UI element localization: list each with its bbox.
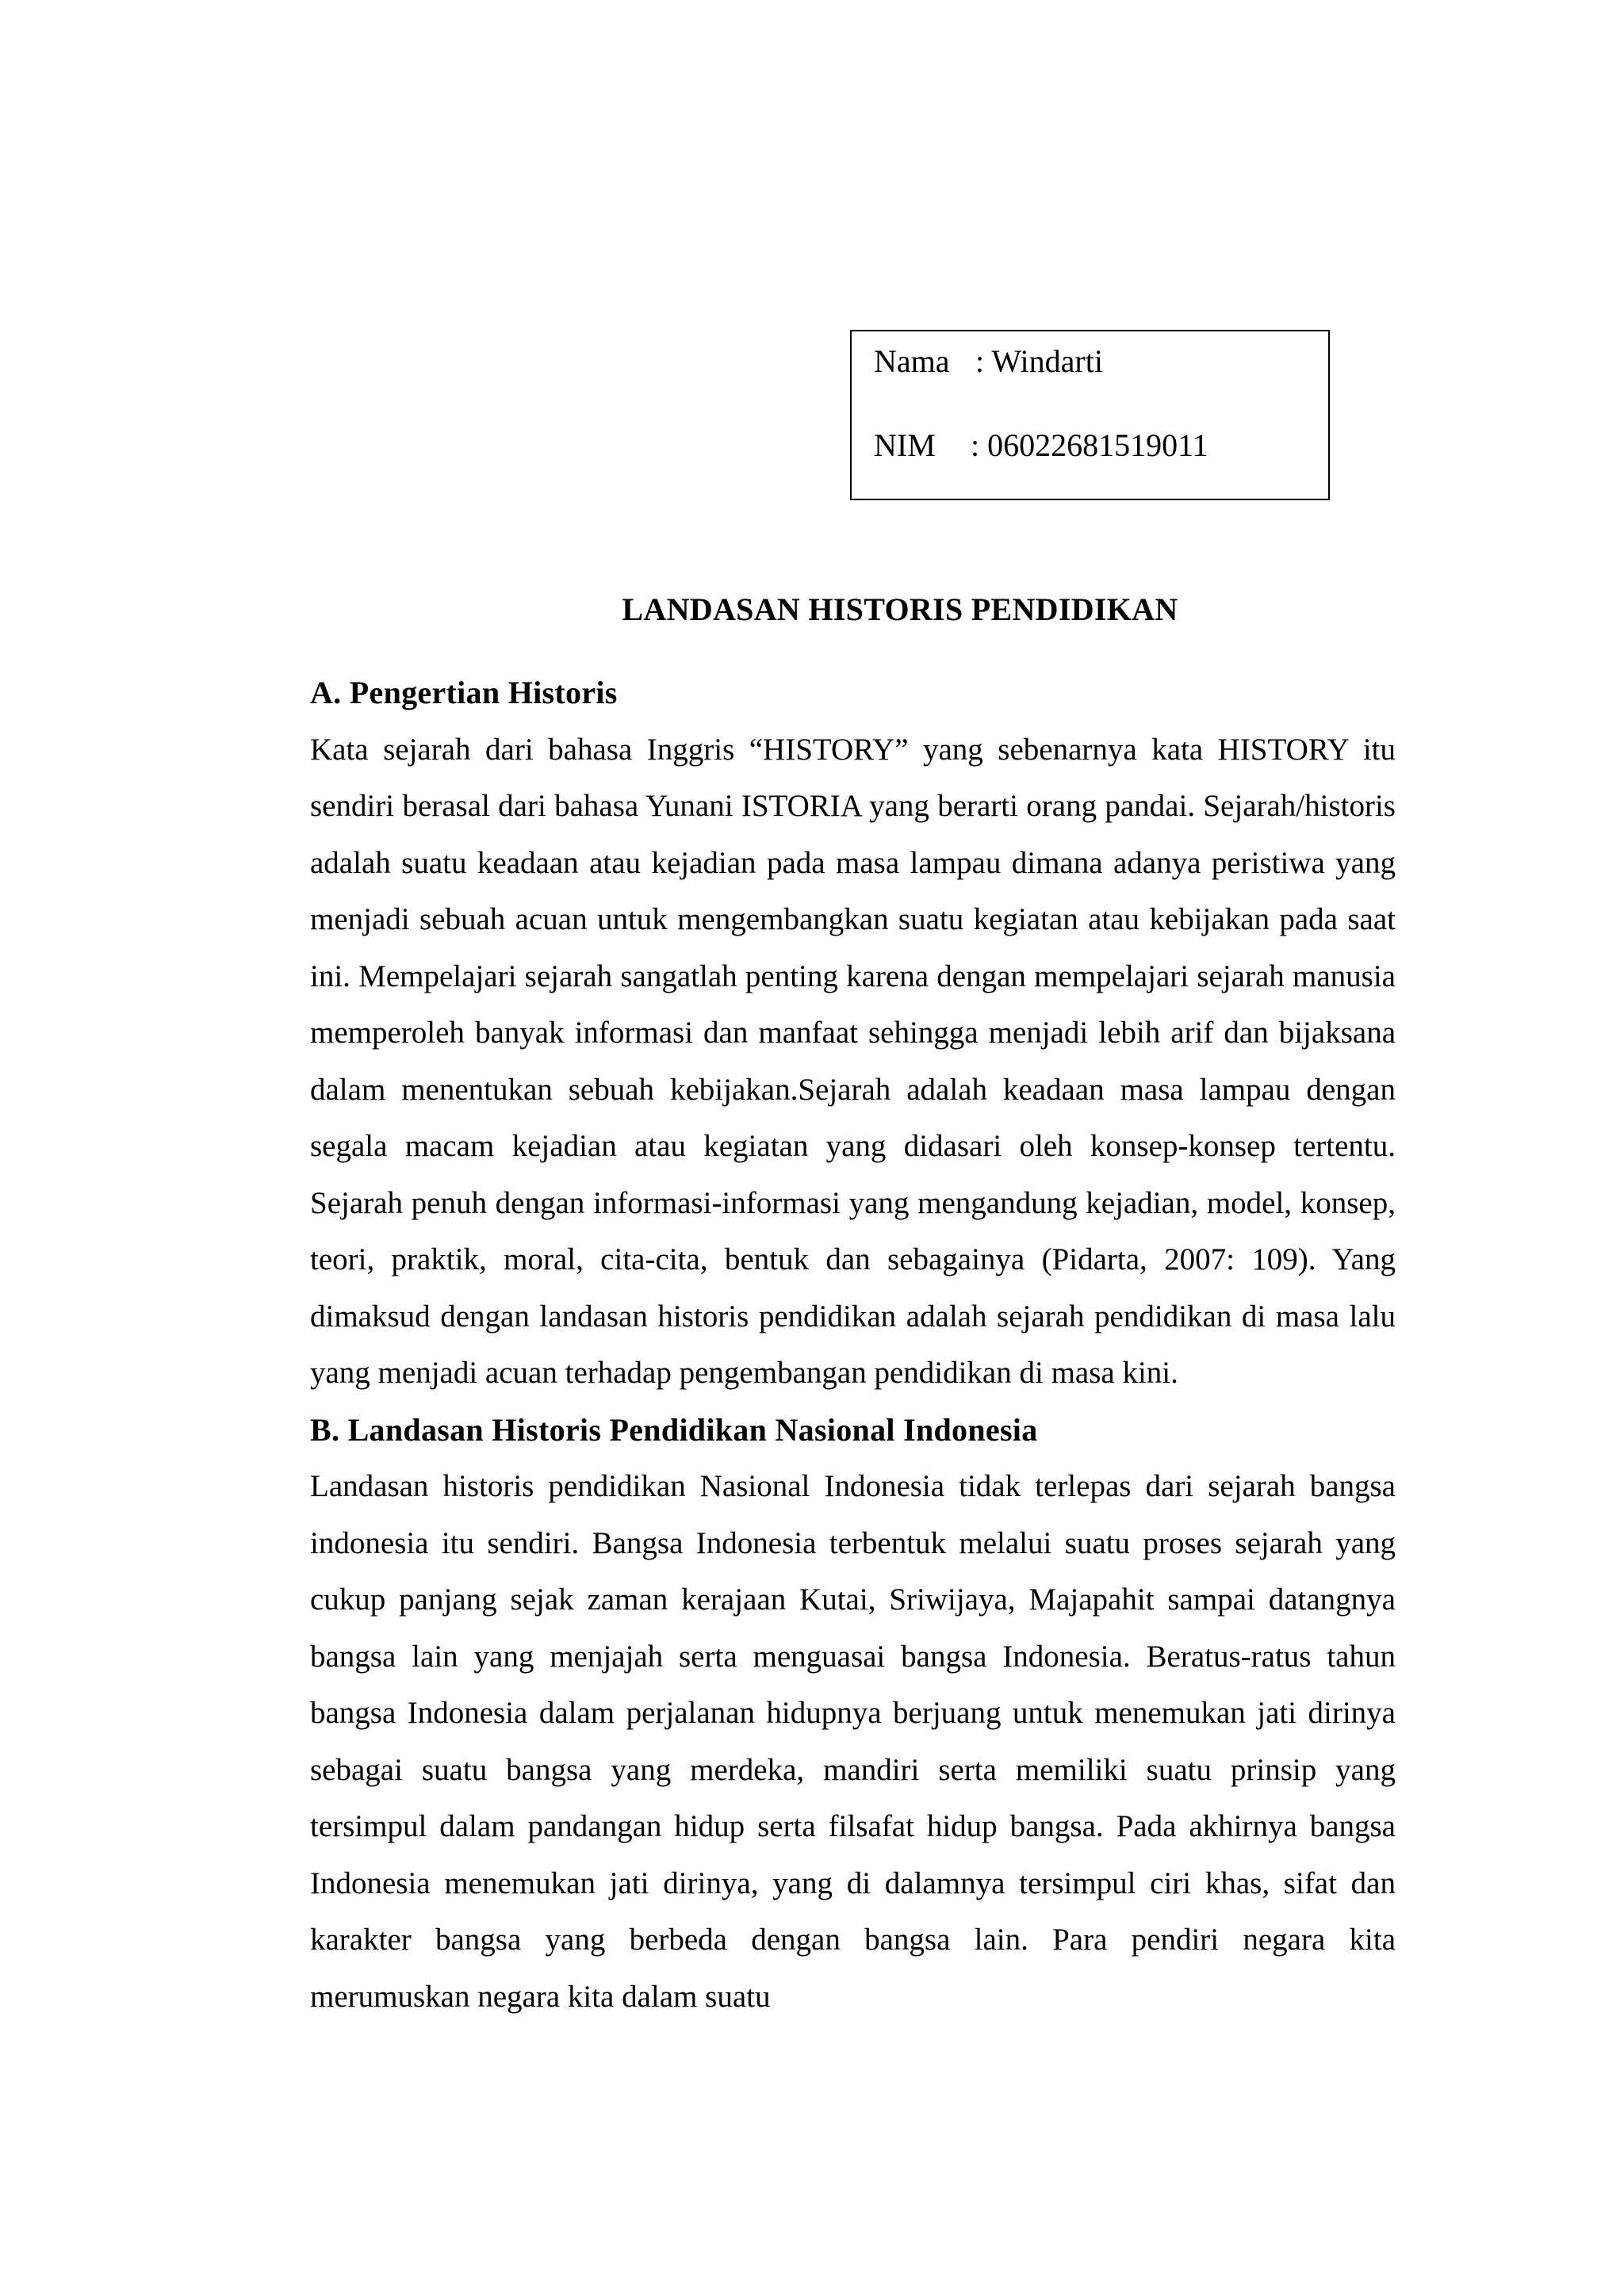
section-heading-a: A. Pengertian Historis xyxy=(310,675,618,710)
student-identity-box xyxy=(850,330,1330,500)
document-body xyxy=(310,664,1396,2025)
section-paragraph-a: Kata sejarah dari bahasa Inggris “HISTORY” yang sebenarnya kata HISTORY itu sendiri berasal dari bahasa Yunani ISTORIA yang berarti orang pandai. Sejarah/historis adalah suatu keadaan atau kejadian pada masa lampau dimana adanya peristiwa yang menjadi sebuah acuan untuk mengembangkan suatu kegiatan atau kebijakan pada saat ini. Mempelajari sejarah sangatlah penting karena dengan mempelajari sejarah manusia memperoleh banyak informasi dan manfaat sehingga menjadi lebih arif dan bijaksana dalam menentukan sebuah kebijakan.Sejarah adalah keadaan masa lampau dengan segala macam kejadian atau kegiatan yang didasari oleh konsep-konsep tertentu. Sejarah penuh dengan informasi-informasi yang mengandung kejadian, model, konsep, teori, praktik, moral, cita-cita, bentuk dan sebagainya (Pidarta, 2007: 109). Yang dimaksud dengan landasan historis pendidikan adalah sejarah pendidikan di masa lalu yang menjadi acuan terhadap pengembangan pendidikan di masa kini. xyxy=(310,732,1396,1390)
name-label: Nama xyxy=(874,343,950,379)
nim-label: NIM xyxy=(874,427,936,463)
document-title: LANDASAN HISTORIS PENDIDIKAN xyxy=(622,591,1178,627)
nim-row xyxy=(874,427,1208,463)
section-paragraph-b: Landasan historis pendidikan Nasional Indonesia tidak terlepas dari sejarah bangsa indonesia itu sendiri. Bangsa Indonesia terbentuk melalui suatu proses sejarah yang cukup panjang sejak zaman kerajaan Kutai, Sriwijaya, Majapahit sampai datangnya bangsa lain yang menjajah serta menguasai bangsa Indonesia. Beratus-ratus tahun bangsa Indonesia dalam perjalanan hidupnya berjuang untuk menemukan jati dirinya sebagai suatu bangsa yang merdeka, mandiri serta memiliki suatu prinsip yang tersimpul dalam pandangan hidup serta filsafat hidup bangsa. Pada akhirnya bangsa Indonesia menemukan jati dirinya, yang di dalamnya tersimpul ciri khas, sifat dan karakter bangsa yang berbeda dengan bangsa lain. Para pendiri negara kita merumuskan negara kita dalam suatu xyxy=(310,1469,1396,2014)
name-row xyxy=(874,343,1103,379)
nim-value: : 06022681519011 xyxy=(971,427,1208,463)
section-heading-b: B. Landasan Historis Pendidikan Nasional Indonesia xyxy=(310,1411,1038,1448)
name-value: : Windarti xyxy=(975,343,1103,379)
